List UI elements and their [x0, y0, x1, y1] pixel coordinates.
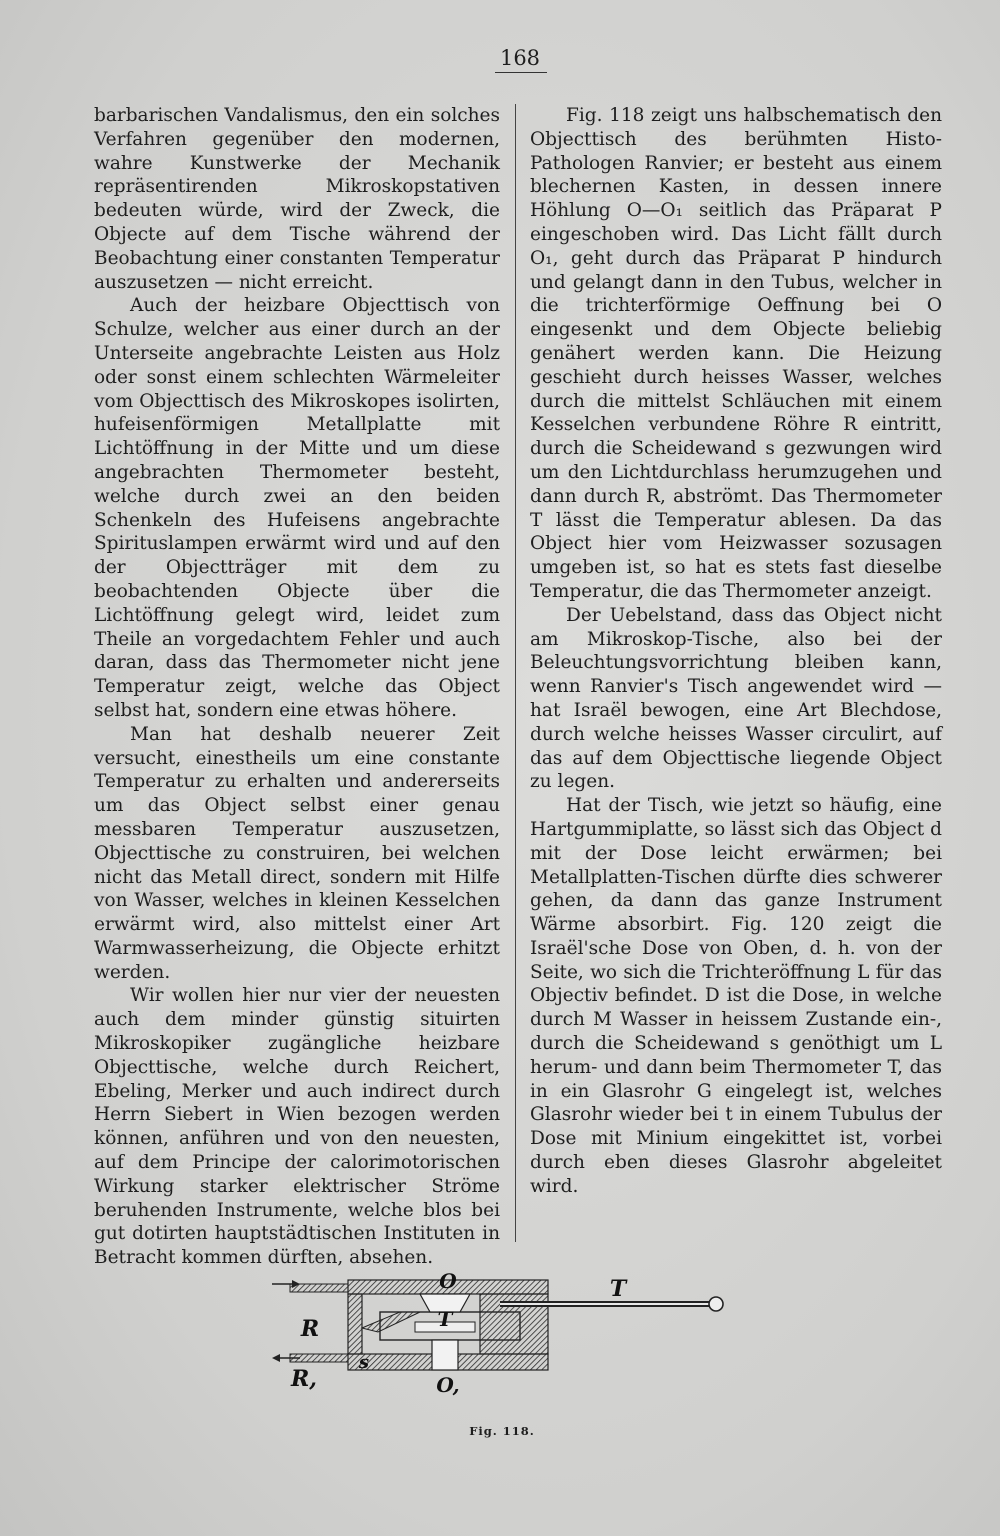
right-paragraph-1: Fig. 118 zeigt uns halbschematisch den Objecttisch des berühmten Histo-Pathologen Ranvier; er besteht aus einem blechernen Kasten, in dessen innere Höhlung O—O₁ seitlich das Präparat P eingeschoben wird. Das Licht fällt durch O₁, geht durch das Präparat P hindurch und gelangt dann in den Tubus, welcher in die trichterförmige Oeffnung bei O eingesenkt und dem Objecte beliebig genähert werden kann. Die Heizung geschieht durch heisses Wasser, welches durch die mittelst Schläuchen mit einem Kesselchen verbundene Röhre R eintritt, durch die Scheidewand s gezwungen wird um den Lichtdurchlass herumzugehen und dann durch R, abströmt. Das Thermometer T lässt die Temperatur ablesen. Da das Object hier vom Heizwasser sozusagen umgeben ist, so hat es stets fast dieselbe Temperatur, die das Thermometer anzeigt. — [530, 105, 942, 602]
right-paragraph-2: Der Uebelstand, dass das Object nicht am Mikroskop-Tische, also bei der Beleuchtungsvorrichtung bleiben kann, wenn Ranvier's Tisch angewendet wird — hat Israël bewogen, eine Art Blechdose, durch welche heisses Wasser circulirt, auf das auf dem Objecttische liegende Object zu legen. — [530, 604, 942, 793]
figure-caption: Fig. 118. — [469, 1424, 535, 1438]
inlet-pipe — [290, 1284, 348, 1292]
box-left-wall — [348, 1294, 362, 1354]
light-passage-o1 — [432, 1340, 458, 1370]
column-divider — [515, 104, 516, 1242]
label-t-inner: T — [437, 1307, 453, 1331]
page-number-rule — [495, 72, 547, 73]
figure-118-ranvier-stage — [270, 1262, 740, 1432]
label-s: s — [358, 1352, 370, 1373]
label-o1: O, — [436, 1373, 460, 1397]
left-paragraph-2: Auch der heizbare Objecttisch von Schulze, welcher aus einer durch an der Unterseite angebrachte Leisten aus Holz oder sonst einem schlechten Wärmeleiter vom Objecttisch des Mikroskopes isolirten, hufeisenförmigen Metallplatte mit Lichtöffnung in der Mitte und um diese angebrachten Thermometer besteht, welche durch zwei an den beiden Schenkeln des Hufeisens angebrachte Spirituslampen erwärmt wird und auf den der Objectträger mit dem zu beobachtenden Objecte über die Lichtöffnung gelegt wird, leidet zum Theile an vorgedachtem Fehler und auch daran, dass das Thermometer nicht jene Temperatur zeigt, welche das Object selbst hat, sondern eine etwas höhere. — [94, 295, 500, 721]
page-number: 168 — [499, 46, 541, 70]
right-paragraph-3: Hat der Tisch, wie jetzt so häufig, eine Hartgummiplatte, so lässt sich das Object d mit der Dose leicht erwärmen; bei Metallplatten-Tischen dürfte dies schwerer gehen, da dann das ganze Instrument Wärme absorbirt. Fig. 120 zeigt die Israël'sche Dose von Oben, d. h. von der Seite, wo sich die Trichteröffnung L für das Objectiv befindet. D ist die Dose, in welche durch M Wasser in heissem Zustande ein-, durch die Scheidewand s genöthigt um L herum- und dann beim Thermometer T, das in ein Glasrohr G eingelegt ist, welches Glasrohr wieder bei t in einem Tubulus der Dose mit Minium eingekittet ist, vorbei durch eben dieses Glasrohr abgeleitet wird. — [530, 795, 942, 1197]
figure-illustration — [270, 1262, 740, 1432]
label-r1: R, — [291, 1366, 317, 1392]
label-t-outer: T — [609, 1276, 627, 1302]
right-text-column — [530, 104, 942, 1199]
left-paragraph-1: barbarischen Vandalismus, den ein solches Verfahren gegenüber den modernen, wahre Kunstwerke der Mechanik repräsentirenden Mikroskopstativen bedeuten würde, wird der Zweck, die Objecte auf dem Tische während der Beobachtung einer constanten Temperatur auszusetzen — nicht erreicht. — [94, 105, 500, 293]
divider-s — [362, 1312, 420, 1332]
left-paragraph-4: Wir wollen hier nur vier der neuesten auch dem minder günstig situirten Mikroskopiker zugängliche heizbare Objecttische, welche durch Reichert, Ebeling, Merker und auch indirect durch Herrn Siebert in Wien bezogen werden können, anführen und von den neuesten, auf dem Principe der calorimotorischen Wirkung starker elektrischer Ströme beruhenden Instrumente, welche blos bei gut dotirten hauptstädtischen Instituten in Betracht kommen dürften, absehen. — [94, 985, 500, 1269]
left-text-column — [94, 104, 500, 1270]
label-r: R — [300, 1316, 320, 1342]
left-paragraph-3: Man hat deshalb neuerer Zeit versucht, einestheils um eine constante Temperatur zu erhalten und andererseits um das Object selbst einer genau messbaren Temperatur auszusetzen, Objecttische zu construiren, bei welchen nicht das Metall direct, sondern mit Hilfe von Wasser, welches in kleinen Kesselchen erwärmt wird, also mittelst einer Art Warmwasserheizung, die Objecte erhitzt werden. — [94, 723, 500, 983]
thermometer-bulb — [709, 1297, 723, 1311]
label-o: O — [439, 1269, 457, 1293]
